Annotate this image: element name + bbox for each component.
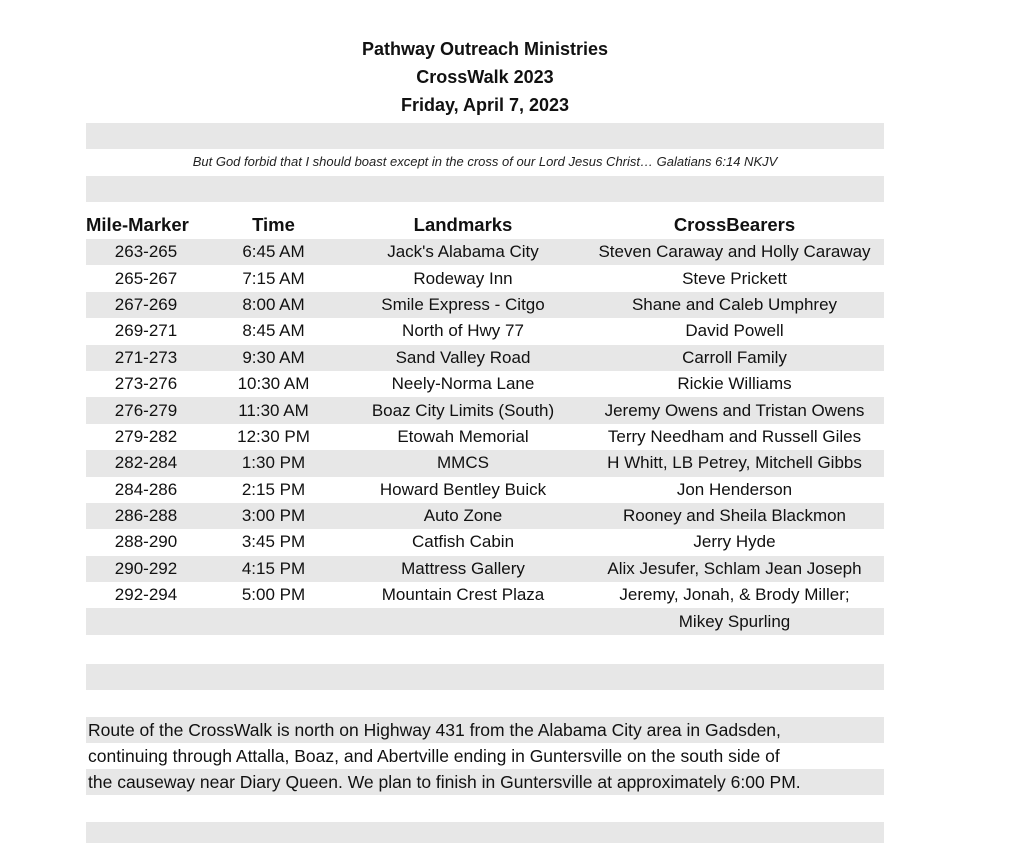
cell-landmark: Auto Zone [341, 503, 585, 529]
table-row [86, 503, 884, 529]
table-row [86, 450, 884, 476]
cell-landmark: Sand Valley Road [341, 345, 585, 371]
cell-mile-marker: 288-290 [114, 532, 178, 552]
table-row [86, 318, 884, 344]
cell-mile-marker: 269-271 [114, 321, 178, 341]
cell-crossbearers: Carroll Family [585, 345, 884, 371]
cell-crossbearers: Rickie Williams [677, 374, 792, 394]
cell-crossbearers: Jeremy, Jonah, & Brody Miller; [619, 585, 850, 605]
table-row [86, 582, 884, 608]
cell-landmark: Smile Express - Citgo [341, 292, 585, 318]
route-line-2: continuing through Attalla, Boaz, and Abertville ending in Guntersville on the south side of [88, 746, 780, 766]
schedule-table [86, 211, 884, 635]
cell-time: 12:30 PM [237, 426, 310, 446]
table-row [86, 345, 884, 371]
table-header-row [86, 211, 884, 239]
cell-time: 11:30 AM [206, 397, 341, 423]
table-row [86, 424, 884, 450]
band-3 [86, 664, 884, 690]
band-1 [86, 123, 884, 149]
cell-mile-marker: 271-273 [86, 345, 206, 371]
cell-landmark [341, 608, 585, 634]
header-org: Pathway Outreach Ministries [361, 39, 609, 59]
header-date: Friday, April 7, 2023 [400, 95, 570, 115]
table-row [86, 292, 884, 318]
cell-mile-marker [86, 608, 206, 634]
table-row [86, 556, 884, 582]
table-row [86, 397, 884, 423]
cell-crossbearers: Mikey Spurling [585, 608, 884, 634]
cell-time: 5:00 PM [241, 585, 306, 605]
cell-crossbearers: Steven Caraway and Holly Caraway [585, 239, 884, 265]
table-row [86, 371, 884, 397]
band-4 [86, 822, 884, 843]
cell-mile-marker: 290-292 [86, 556, 206, 582]
header-event: CrossWalk 2023 [416, 67, 554, 87]
col-header-time: Time [252, 214, 295, 235]
cell-landmark: Jack's Alabama City [341, 239, 585, 265]
cell-landmark: Howard Bentley Buick [379, 479, 547, 499]
table-row [86, 239, 884, 265]
cell-crossbearers: Jon Henderson [676, 479, 793, 499]
cell-mile-marker: 273-276 [114, 374, 178, 394]
col-header-landmarks: Landmarks [413, 214, 513, 235]
band-2 [86, 176, 884, 202]
cell-mile-marker: 282-284 [86, 450, 206, 476]
table-row [86, 529, 884, 555]
col-header-crossbearers: CrossBearers [673, 214, 796, 235]
cell-time: 7:15 AM [242, 268, 305, 288]
cell-time: 3:00 PM [206, 503, 341, 529]
cell-landmark: Neely-Norma Lane [391, 374, 535, 394]
cell-mile-marker: 284-286 [114, 479, 178, 499]
cell-mile-marker: 265-267 [114, 268, 178, 288]
cell-crossbearers: Alix Jesufer, Schlam Jean Joseph [585, 556, 884, 582]
cell-landmark: Catfish Cabin [411, 532, 515, 552]
cell-time: 1:30 PM [206, 450, 341, 476]
cell-crossbearers: Jerry Hyde [693, 532, 776, 552]
cell-time: 8:00 AM [206, 292, 341, 318]
cell-time: 9:30 AM [206, 345, 341, 371]
col-header-mile-marker: Mile-Marker [86, 214, 189, 235]
cell-landmark: North of Hwy 77 [402, 321, 524, 341]
table-row [86, 608, 884, 634]
cell-time [206, 608, 341, 634]
cell-time: 6:45 AM [206, 239, 341, 265]
cell-crossbearers: Terry Needham and Russell Giles [607, 426, 862, 446]
cell-time: 4:15 PM [206, 556, 341, 582]
cell-time: 10:30 AM [237, 374, 310, 394]
route-line-1: Route of the CrossWalk is north on Highway 431 from the Alabama City area in Gadsden, [86, 717, 884, 743]
cell-landmark: MMCS [341, 450, 585, 476]
cell-mile-marker: 292-294 [114, 585, 178, 605]
cell-crossbearers: Steve Prickett [682, 268, 787, 288]
route-line-3: the causeway near Diary Queen. We plan to finish in Guntersville at approximately 6:00 PM. [86, 769, 884, 795]
cell-time: 2:15 PM [241, 479, 306, 499]
cell-crossbearers: H Whitt, LB Petrey, Mitchell Gibbs [585, 450, 884, 476]
cell-time: 8:45 AM [242, 321, 305, 341]
cell-mile-marker: 263-265 [86, 239, 206, 265]
cell-crossbearers: Rooney and Sheila Blackmon [585, 503, 884, 529]
cell-landmark: Etowah Memorial [397, 426, 529, 446]
cell-landmark: Mountain Crest Plaza [381, 585, 545, 605]
cell-time: 3:45 PM [241, 532, 306, 552]
cell-landmark: Boaz City Limits (South) [341, 397, 585, 423]
cell-mile-marker: 267-269 [86, 292, 206, 318]
scripture-quote: But God forbid that I should boast except in the cross of our Lord Jesus Christ… Galatians 6:14 NKJV [192, 154, 778, 169]
cell-landmark: Rodeway Inn [413, 268, 513, 288]
cell-crossbearers: David Powell [685, 321, 784, 341]
cell-landmark: Mattress Gallery [341, 556, 585, 582]
cell-crossbearers: Jeremy Owens and Tristan Owens [585, 397, 884, 423]
cell-mile-marker: 276-279 [86, 397, 206, 423]
cell-mile-marker: 286-288 [86, 503, 206, 529]
cell-mile-marker: 279-282 [114, 426, 178, 446]
table-row [86, 265, 884, 291]
cell-crossbearers: Shane and Caleb Umphrey [585, 292, 884, 318]
table-row [86, 477, 884, 503]
